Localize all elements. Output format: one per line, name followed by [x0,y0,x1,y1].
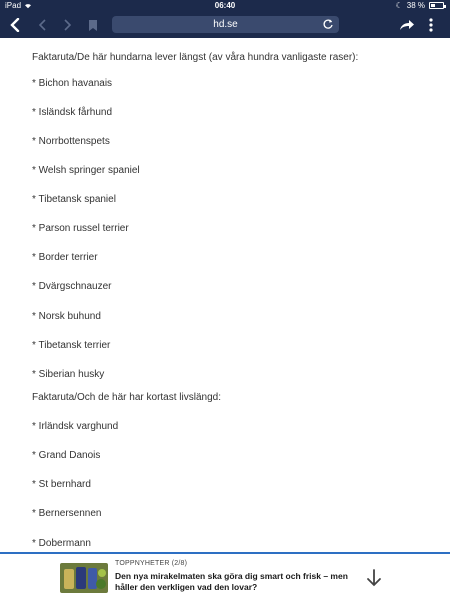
status-bar [0,0,450,12]
bookmark-icon [88,19,98,32]
reload-icon[interactable] [322,18,334,30]
list-item: * Irländsk varghund [32,421,119,432]
list-item: * Dobermann [32,538,91,549]
more-icon [429,18,433,32]
list-item: * Welsh springer spaniel [32,165,140,176]
article-body [0,38,450,552]
news-thumbnail [60,563,108,593]
banner-kicker: TOPPNYHETER (2/8) [115,560,188,567]
battery-percent: 38 % [406,1,425,10]
list-item: * St bernhard [32,479,91,490]
prev-icon [38,19,48,31]
battery-fill [431,4,435,7]
url-bar[interactable] [112,16,339,33]
next-icon [62,19,72,31]
status-right [396,1,444,10]
back-button[interactable] [6,16,24,34]
list-item: * Parson russel terrier [32,223,129,234]
list-item: * Isländsk fårhund [32,107,113,118]
share-icon [399,19,415,31]
list-item: * Bernersennen [32,508,102,519]
list-item: * Grand Danois [32,450,101,461]
device-label: iPad [5,1,22,10]
url-text: hd.se [213,19,238,30]
list-item: * Dvärgschnauzer [32,281,112,292]
banner-headline[interactable]: Den nya mirakelmaten ska göra dig smart och frisk – men håller den verkligen vad den lovar? [115,571,348,592]
prev-button[interactable] [34,16,52,34]
list-item: * Tibetansk terrier [32,340,111,351]
moon-icon: ☾ [395,1,403,10]
list-item: * Bichon havanais [32,78,113,89]
more-button[interactable] [422,16,440,34]
top-news-banner[interactable] [0,552,450,600]
back-icon [9,18,21,32]
browser-chrome [0,0,450,38]
list-item: * Norsk buhund [32,311,101,322]
browser-toolbar [0,13,450,36]
battery-icon [429,2,444,9]
list-item: * Siberian husky [32,369,105,380]
share-button[interactable] [396,16,418,34]
bookmark-button[interactable] [84,16,102,34]
arrow-down-icon[interactable] [365,568,383,588]
status-time: 06:40 [214,1,236,10]
list-item: * Border terrier [32,252,98,263]
fact-box-heading-longest: Faktaruta/De här hundarna lever längst (av våra hundra vanligaste raser): [32,52,359,63]
next-button[interactable] [58,16,76,34]
fact-box-heading-shortest: Faktaruta/Och de här har kortast livslängd: [32,392,221,403]
list-item: * Tibetansk spaniel [32,194,116,205]
list-item: * Norrbottenspets [32,136,110,147]
